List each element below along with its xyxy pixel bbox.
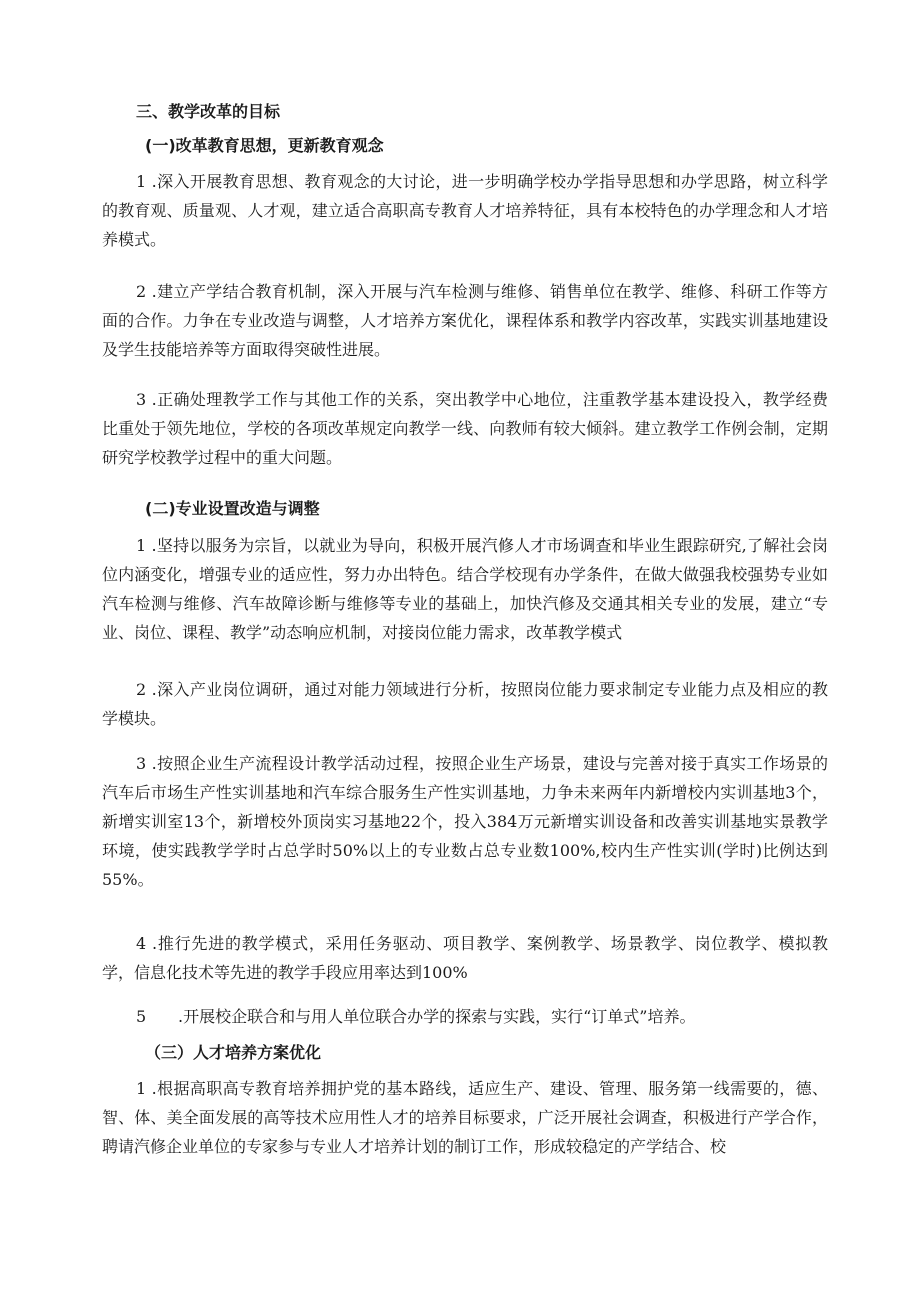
item-number: 5 — [136, 1007, 147, 1026]
paragraph-2-3: 3 .按照企业生产流程设计教学活动过程，按照企业生产场景，建设与完善对接于真实工作场景的汽车后市场生产性实训基地和汽车综合服务生产性实训基地，力争未来两年内新增校内实训基地3个，新增实训室13个，新增校外顶岗实习基地22个，投入384万元新增实训设备和改善实训基地实景教学环境，使实践教学学时占总学时50%以上的专业数占总专业数100%,校内生产性实训(学时)比例达到55%。 — [102, 754, 828, 889]
section-heading: 三、教学改革的目标 — [136, 102, 281, 121]
subsection-heading-3: （三）人才培养方案优化 — [145, 1043, 322, 1062]
paragraph-1-2: 2 .建立产学结合教育机制，深入开展与汽车检测与维修、销售单位在教学、维修、科研工作等方面的合作。力争在专业改造与调整，人才培养方案优化，课程体系和教学内容改革，实践实训基地建设及学生技能培养等方面取得突破性进展。 — [102, 282, 828, 359]
paragraph-2-5 — [136, 1002, 826, 1031]
paragraph-2-4: 4 .推行先进的教学模式，采用任务驱动、项目教学、案例教学、场景教学、岗位教学、模拟教学，信息化技术等先进的教学手段应用率达到100% — [102, 934, 828, 982]
subsection-heading-2: (二)专业设置改造与调整 — [145, 499, 320, 518]
paragraph-2-1: 1 .坚持以服务为宗旨，以就业为导向，积极开展汽修人才市场调查和毕业生跟踪研究,了解社会岗位内涵变化，增强专业的适应性，努力办出特色。结合学校现有办学条件，在做大做强我校强势专业如汽车检测与维修、汽车故障诊断与维修等专业的基础上，加快汽修及交通其相关专业的发展，建立“专业、岗位、课程、教学”动态响应机制，对接岗位能力需求，改革教学模式 — [102, 536, 828, 642]
paragraph-1-1: 1 .深入开展教育思想、教育观念的大讨论，进一步明确学校办学指导思想和办学思路，树立科学的教育观、质量观、人才观，建立适合高职高专教育人才培养特征，具有本校特色的办学理念和人才培养模式。 — [102, 172, 828, 249]
paragraph-3-1: 1 .根据高职高专教育培养拥护党的基本路线，适应生产、建设、管理、服务第一线需要的，德、智、体、美全面发展的高等技术应用性人才的培养目标要求，广泛开展社会调查，积极进行产学合作，聘请汽修企业单位的专家参与专业人才培养计划的制订工作，形成较稳定的产学结合、校 — [102, 1079, 828, 1156]
paragraph-2-2: 2 .深入产业岗位调研，通过对能力领域进行分析，按照岗位能力要求制定专业能力点及相应的教学模块。 — [102, 680, 828, 728]
item-text: .开展校企联合和与用人单位联合办学的探索与实践，实行“订单式”培养。 — [178, 1007, 696, 1026]
subsection-heading-1: (一)改革教育思想，更新教育观念 — [145, 136, 384, 155]
paragraph-1-3: 3 .正确处理教学工作与其他工作的关系，突出教学中心地位，注重教学基本建设投入，教学经费比重处于领先地位，学校的各项改革规定向教学一线、向教师有较大倾斜。建立教学工作例会制，定期研究学校教学过程中的重大问题。 — [102, 390, 828, 467]
